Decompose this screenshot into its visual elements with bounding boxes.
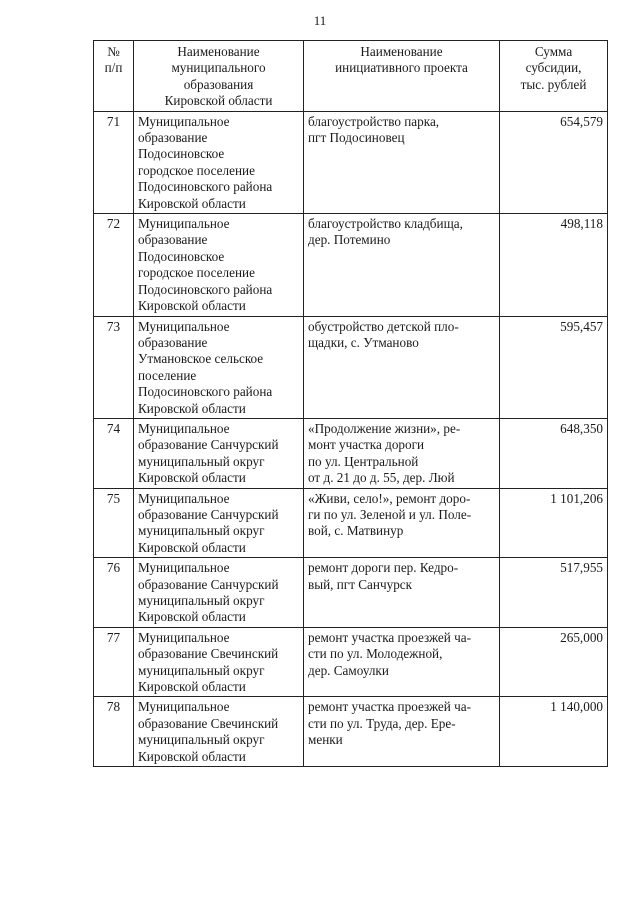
table-header-row (94, 41, 608, 112)
header-line: п/п (104, 60, 123, 76)
subsidy-table (93, 40, 608, 767)
project-cell (304, 488, 500, 558)
municipality-line: Кировской области (138, 748, 246, 764)
project-line: монт участка дороги (308, 437, 425, 453)
municipality-line: Муниципальное (138, 629, 230, 645)
municipality-line: Муниципальное (138, 216, 230, 232)
municipality-cell (134, 316, 304, 418)
table-row (94, 558, 608, 628)
municipality-line: Муниципальное (138, 490, 230, 506)
row-number: 77 (94, 627, 134, 697)
header-line: субсидии, (525, 60, 582, 76)
municipality-cell (134, 214, 304, 316)
municipality-line: образование Свечинский (138, 646, 279, 662)
project-line: «Живи, село!», ремонт доро- (308, 490, 471, 506)
project-line: по ул. Центральной (308, 453, 419, 469)
municipality-line: Подосиновское (138, 146, 225, 162)
municipality-line: Муниципальное (138, 420, 230, 436)
municipality-line: муниципальный округ (138, 523, 265, 539)
header-project (304, 41, 500, 112)
header-line: муниципального (171, 60, 266, 76)
project-cell (304, 111, 500, 213)
project-cell (304, 316, 500, 418)
municipality-line: поселение (138, 367, 197, 383)
project-line: обустройство детской пло- (308, 318, 459, 334)
municipality-line: Утмановское сельское (138, 351, 264, 367)
row-number: 78 (94, 697, 134, 767)
project-line: ремонт участка проезжей ча- (308, 699, 471, 715)
municipality-line: городское поселение (138, 162, 255, 178)
project-line: дер. Самоулки (308, 662, 389, 678)
row-number: 71 (94, 111, 134, 213)
municipality-line: муниципальный округ (138, 732, 265, 748)
municipality-line: образование Санчурский (138, 437, 279, 453)
project-cell (304, 214, 500, 316)
municipality-line: Кировской области (138, 470, 246, 486)
row-number: 76 (94, 558, 134, 628)
project-line: сти по ул. Молодежной, (308, 646, 443, 662)
municipality-line: Кировской области (138, 539, 246, 555)
municipality-line: Кировской области (138, 679, 246, 695)
header-line: инициативного проекта (335, 60, 468, 76)
municipality-cell (134, 111, 304, 213)
row-number: 74 (94, 418, 134, 488)
row-number: 75 (94, 488, 134, 558)
subsidy-sum: 517,955 (500, 558, 608, 628)
municipality-line: Подосиновского района (138, 281, 273, 297)
subsidy-sum: 265,000 (500, 627, 608, 697)
municipality-line: Подосиновское (138, 248, 225, 264)
project-cell (304, 627, 500, 697)
header-line: Сумма (534, 44, 573, 59)
municipality-line: Кировской области (138, 400, 246, 416)
header-sum (500, 41, 608, 112)
table-row (94, 488, 608, 558)
project-line: ремонт участка проезжей ча- (308, 629, 471, 645)
project-line: от д. 21 до д. 55, дер. Люй (308, 470, 455, 486)
project-line: дер. Потемино (308, 232, 391, 248)
municipality-line: Муниципальное (138, 699, 230, 715)
table-row (94, 418, 608, 488)
header-line: образования (183, 76, 254, 92)
table-row (94, 316, 608, 418)
header-line: Наименование (360, 44, 443, 59)
subsidy-sum: 595,457 (500, 316, 608, 418)
header-line: № (107, 44, 120, 59)
municipality-line: Муниципальное (138, 560, 230, 576)
page-number: 11 (313, 13, 327, 28)
municipality-line: образование (138, 232, 208, 248)
municipality-line: Кировской области (138, 298, 246, 314)
municipality-cell (134, 558, 304, 628)
table-body (94, 111, 608, 766)
municipality-cell (134, 627, 304, 697)
table-row (94, 697, 608, 767)
project-line: ремонт дороги пер. Кедро- (308, 560, 459, 576)
row-number: 72 (94, 214, 134, 316)
municipality-line: образование (138, 130, 208, 146)
project-cell (304, 558, 500, 628)
header-line: Кировской области (164, 93, 273, 109)
municipality-line: муниципальный округ (138, 593, 265, 608)
project-line: вый, пгт Санчурск (308, 576, 413, 592)
subsidy-sum: 1 140,000 (500, 697, 608, 767)
municipality-line: Подосиновского района (138, 384, 273, 400)
header-number (94, 41, 134, 112)
subsidy-sum: 648,350 (500, 418, 608, 488)
municipality-cell (134, 697, 304, 767)
municipality-line: Кировской области (138, 195, 246, 211)
project-line: «Продолжение жизни», ре- (308, 420, 461, 436)
project-line: сти по ул. Труда, дер. Ере- (308, 715, 456, 731)
table-row (94, 214, 608, 316)
municipality-line: городское поселение (138, 265, 255, 281)
subsidy-sum: 498,118 (500, 214, 608, 316)
header-municipality (134, 41, 304, 112)
municipality-line: образование Санчурский (138, 576, 279, 592)
project-line: ги по ул. Зеленой и ул. Поле- (308, 506, 472, 522)
municipality-line: образование Свечинский (138, 715, 279, 731)
table-row (94, 627, 608, 697)
municipality-line: образование Санчурский (138, 506, 279, 522)
subsidy-sum: 654,579 (500, 111, 608, 213)
header-line: Наименование (177, 44, 260, 59)
row-number: 73 (94, 316, 134, 418)
table-row (94, 111, 608, 213)
project-line: благоустройство парка, (308, 113, 440, 129)
project-line: вой, с. Матвинур (308, 523, 404, 539)
municipality-line: Подосиновского района (138, 179, 273, 195)
header-line: тыс. рублей (520, 76, 587, 92)
project-line: благоустройство кладбища, (308, 216, 463, 232)
municipality-cell (134, 418, 304, 488)
municipality-cell (134, 488, 304, 558)
municipality-line: образование (138, 334, 208, 350)
municipality-line: Кировской области (138, 609, 246, 625)
municipality-line: муниципальный округ (138, 453, 265, 469)
subsidy-sum: 1 101,206 (500, 488, 608, 558)
municipality-line: муниципальный округ (138, 662, 265, 678)
project-line: пгт Подосиновец (308, 130, 405, 146)
project-cell (304, 697, 500, 767)
municipality-line: Муниципальное (138, 113, 230, 129)
project-line: щадки, с. Утманово (308, 334, 419, 350)
project-line: менки (308, 732, 343, 748)
municipality-line: Муниципальное (138, 318, 230, 334)
project-cell (304, 418, 500, 488)
